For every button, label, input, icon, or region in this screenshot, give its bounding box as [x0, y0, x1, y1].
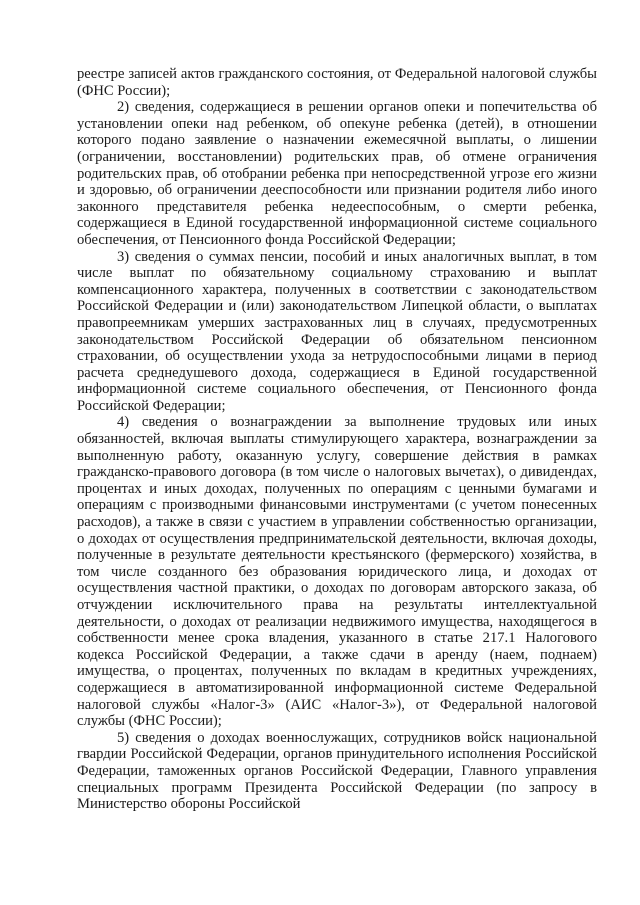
- paragraph-item-3: 3) сведения о суммах пенсии, пособий и иных аналогичных выплат, в том числе выплат по обязательному социальному страхованию и выплат компенсационного характера, полученных в соответствии с законодательством Российской Федерации и (или) законодательством Липецкой области, о выплатах правопреемникам умерших застрахованных лиц в случаях, предусмотренных законодательством Российской Федерации об обязательном пенсионном страховании, об осуществлении ухода за нетрудоспособными лицами в период расчета среднедушевого дохода, содержащиеся в Единой государственной информационной системе социального обеспечения, от Пенсионного фонда Российской Федерации;: [77, 248, 597, 414]
- paragraph-item-2: 2) сведения, содержащиеся в решении органов опеки и попечительства об установлении опеки над ребенком, об опекуне ребенка (детей), в отношении которого подано заявление о назначении ежемесячной выплаты, о лишении (ограничении, восстановлении) родительских прав, об отмене ограничения родительских прав, об отобрании ребенка при непосредственной угрозе его жизни и здоровью, об ограничении дееспособности или признании родителя либо иного законного представителя ребенка недееспособным, о смерти ребенка, содержащиеся в Единой государственной информационной системе социального обеспечения, от Пенсионного фонда Российской Федерации;: [77, 99, 597, 248]
- document-page: [77, 66, 597, 813]
- paragraph-continuation: реестре записей актов гражданского состояния, от Федеральной налоговой службы (ФНС России);: [77, 66, 597, 99]
- paragraph-item-4: 4) сведения о вознаграждении за выполнение трудовых или иных обязанностей, включая выплаты стимулирующего характера, вознаграждении за выполненную работу, оказанную услугу, совершение действия в рамках гражданско-правового договора (в том числе о налоговых вычетах), о дивидендах, процентах и иных доходах, полученных по операциям с ценными бумагами и операциям с производными финансовыми инструментами (с учетом понесенных расходов), а также в связи с участием в управлении собственностью организации, о доходах от осуществления предпринимательской деятельности, включая доходы, полученные в результате деятельности крестьянского (фермерского) хозяйства, в том числе созданного без образования юридического лица, и доходах от осуществления частной практики, о доходах по договорам авторского заказа, об отчуждении исключительного права на результаты интеллектуальной деятельности, о доходах от реализации недвижимого имущества, находящегося в собственности менее срока владения, указанного в статье 217.1 Налогового кодекса Российской Федерации, а также сдачи в аренду (наем, поднаем) имущества, о процентах, полученных по вкладам в кредитных учреждениях, содержащиеся в автоматизированной информационной системе Федеральной налоговой службы «Налог-3» (АИС «Налог-3»), от Федеральной налоговой службы (ФНС России);: [77, 414, 597, 730]
- paragraph-item-5: 5) сведения о доходах военнослужащих, сотрудников войск национальной гвардии Российской Федерации, органов принудительного исполнения Российской Федерации, таможенных органов Российской Федерации, Главного управления специальных программ Президента Российской Федерации (по запросу в Министерство обороны Российской: [77, 729, 597, 813]
